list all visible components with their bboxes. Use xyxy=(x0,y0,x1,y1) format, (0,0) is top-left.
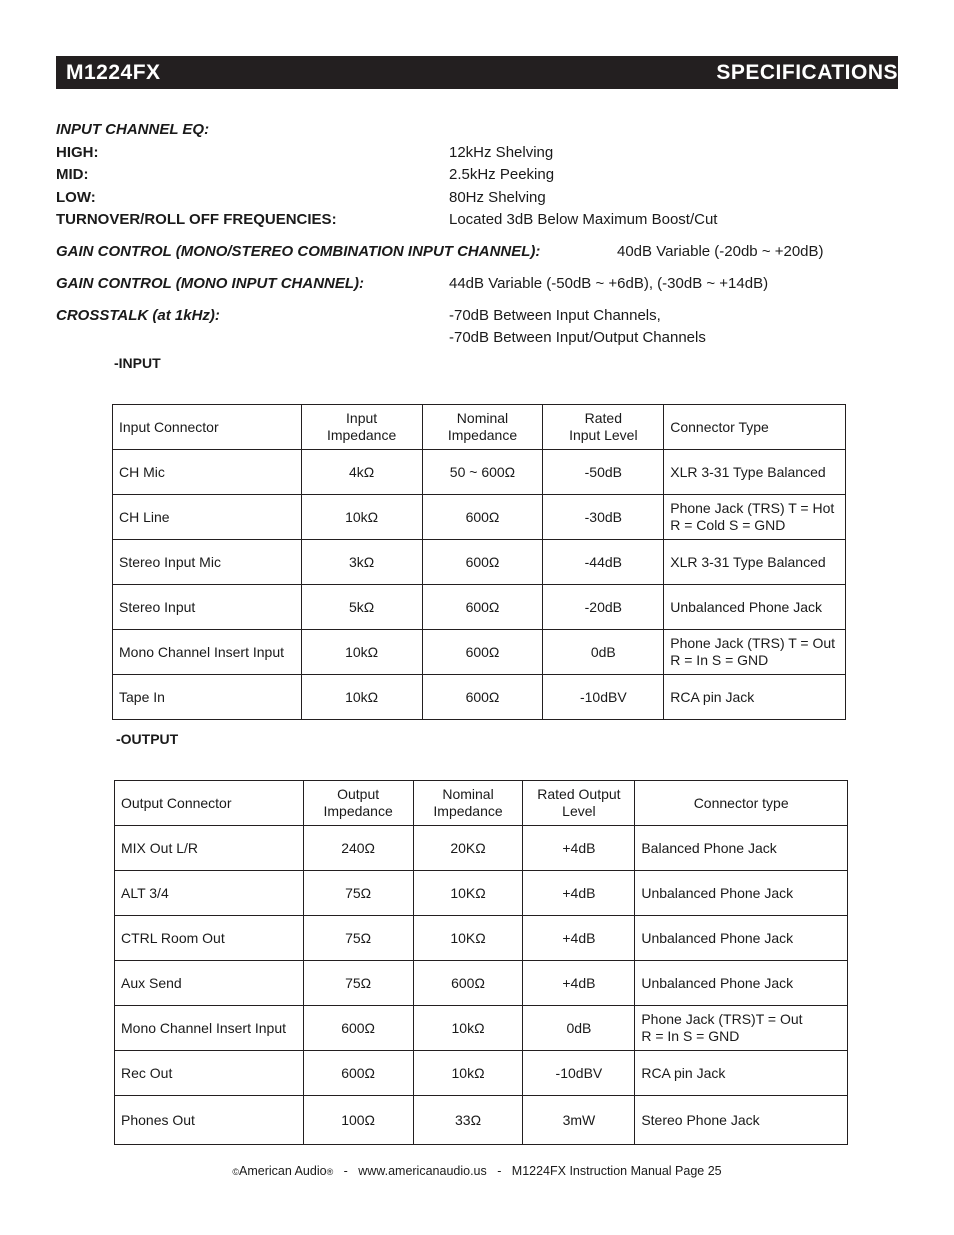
table-cell: 3mW xyxy=(523,1096,635,1145)
eq-high-value: 12kHz Shelving xyxy=(449,144,554,161)
table-cell: 10kΩ xyxy=(301,630,422,675)
footer-separator-2: - xyxy=(497,1164,502,1178)
table-cell: -30dB xyxy=(543,495,664,540)
table-row xyxy=(115,1006,848,1051)
table-cell: 10kΩ xyxy=(301,675,422,720)
table-cell: 600Ω xyxy=(303,1006,413,1051)
table-cell: 10KΩ xyxy=(413,871,523,916)
table-cell: -20dB xyxy=(543,585,664,630)
eq-mid-value: 2.5kHz Peeking xyxy=(449,166,555,183)
table-cell: 75Ω xyxy=(303,871,413,916)
table-header-cell: Nominal Impedance xyxy=(413,781,523,826)
table-row xyxy=(115,1051,848,1096)
crosstalk-value-2: -70dB Between Input/Output Channels xyxy=(449,329,706,346)
table-cell: Phone Jack (TRS)T = Out R = In S = GND xyxy=(635,1006,848,1051)
table-cell: Rec Out xyxy=(115,1051,304,1096)
table-cell: Balanced Phone Jack xyxy=(635,826,848,871)
table-row xyxy=(115,916,848,961)
table-cell: Tape In xyxy=(113,675,302,720)
table-cell: 600Ω xyxy=(303,1051,413,1096)
table-cell: RCA pin Jack xyxy=(635,1051,848,1096)
table-cell: Stereo Input Mic xyxy=(113,540,302,585)
table-cell: CH Line xyxy=(113,495,302,540)
table-row xyxy=(113,540,846,585)
table-cell: 600Ω xyxy=(422,495,543,540)
eq-turnover-value: Located 3dB Below Maximum Boost/Cut xyxy=(449,211,718,228)
table-header-cell: Connector type xyxy=(635,781,848,826)
eq-title: INPUT CHANNEL EQ: xyxy=(56,121,210,138)
table-header-cell: Nominal Impedance xyxy=(422,405,543,450)
table-cell: Mono Channel Insert Input xyxy=(113,630,302,675)
table-row xyxy=(113,495,846,540)
table-header-cell: Input Impedance xyxy=(301,405,422,450)
table-cell: 0dB xyxy=(523,1006,635,1051)
table-cell: 600Ω xyxy=(413,961,523,1006)
table-row xyxy=(113,675,846,720)
eq-mid-label: MID: xyxy=(56,166,89,183)
table-header-cell: Output Connector xyxy=(115,781,304,826)
gain-combo-label: GAIN CONTROL (MONO/STEREO COMBINATION INPUT CHANNEL): xyxy=(56,243,541,260)
table-cell: Mono Channel Insert Input xyxy=(115,1006,304,1051)
table-cell: Unbalanced Phone Jack xyxy=(635,871,848,916)
table-cell: Unbalanced Phone Jack xyxy=(635,961,848,1006)
table-cell: Unbalanced Phone Jack xyxy=(635,916,848,961)
table-cell: 20KΩ xyxy=(413,826,523,871)
page-footer xyxy=(0,1164,954,1178)
table-cell: 50 ~ 600Ω xyxy=(422,450,543,495)
table-cell: 4kΩ xyxy=(301,450,422,495)
table-cell: Phones Out xyxy=(115,1096,304,1145)
table-cell: ALT 3/4 xyxy=(115,871,304,916)
table-cell: 240Ω xyxy=(303,826,413,871)
table-cell: +4dB xyxy=(523,916,635,961)
table-row xyxy=(115,1096,848,1145)
table-row xyxy=(113,630,846,675)
gain-mono-label: GAIN CONTROL (MONO INPUT CHANNEL): xyxy=(56,275,365,292)
table-cell: +4dB xyxy=(523,826,635,871)
table-cell: 3kΩ xyxy=(301,540,422,585)
input-spec-table xyxy=(112,404,846,720)
table-header-cell: Output Impedance xyxy=(303,781,413,826)
eq-low-value: 80Hz Shelving xyxy=(449,189,546,206)
table-cell: 0dB xyxy=(543,630,664,675)
eq-low-label: LOW: xyxy=(56,189,96,206)
table-cell: 10kΩ xyxy=(301,495,422,540)
table-cell: -10dBV xyxy=(523,1051,635,1096)
table-row xyxy=(115,826,848,871)
table-cell: CH Mic xyxy=(113,450,302,495)
table-header-cell: Rated Input Level xyxy=(543,405,664,450)
table-cell: Stereo Input xyxy=(113,585,302,630)
table-cell: CTRL Room Out xyxy=(115,916,304,961)
table-cell: 10KΩ xyxy=(413,916,523,961)
table-row xyxy=(115,871,848,916)
table-cell: Phone Jack (TRS) T = Hot R = Cold S = GND xyxy=(664,495,846,540)
input-table-title: -INPUT xyxy=(114,355,161,371)
table-row xyxy=(113,585,846,630)
table-header-row xyxy=(115,781,848,826)
page-header xyxy=(56,56,898,89)
table-cell: XLR 3-31 Type Balanced xyxy=(664,540,846,585)
table-cell: 33Ω xyxy=(413,1096,523,1145)
table-cell: Unbalanced Phone Jack xyxy=(664,585,846,630)
table-cell: Phone Jack (TRS) T = Out R = In S = GND xyxy=(664,630,846,675)
output-spec-table xyxy=(114,780,848,1145)
table-header-row xyxy=(113,405,846,450)
table-cell: +4dB xyxy=(523,871,635,916)
table-cell: -50dB xyxy=(543,450,664,495)
table-cell: Aux Send xyxy=(115,961,304,1006)
table-cell: Stereo Phone Jack xyxy=(635,1096,848,1145)
footer-page: M1224FX Instruction Manual Page 25 xyxy=(511,1164,722,1178)
table-cell: +4dB xyxy=(523,961,635,1006)
table-cell: 10kΩ xyxy=(413,1051,523,1096)
table-cell: 600Ω xyxy=(422,585,543,630)
table-header-cell: Connector Type xyxy=(664,405,846,450)
model-title: M1224FX xyxy=(66,60,161,84)
table-header-cell: Rated Output Level xyxy=(523,781,635,826)
table-cell: 75Ω xyxy=(303,961,413,1006)
table-cell: XLR 3-31 Type Balanced xyxy=(664,450,846,495)
crosstalk-label: CROSSTALK (at 1kHz): xyxy=(56,307,220,324)
table-cell: 100Ω xyxy=(303,1096,413,1145)
eq-high-label: HIGH: xyxy=(56,144,99,161)
output-table-title: -OUTPUT xyxy=(116,731,179,747)
crosstalk-value-1: -70dB Between Input Channels, xyxy=(449,307,661,324)
table-cell: 5kΩ xyxy=(301,585,422,630)
gain-combo-value: 40dB Variable (-20db ~ +20dB) xyxy=(617,243,824,260)
gain-mono-value: 44dB Variable (-50dB ~ +6dB), (-30dB ~ +14dB) xyxy=(449,275,769,292)
section-title: SPECIFICATIONS xyxy=(716,60,898,84)
table-cell: RCA pin Jack xyxy=(664,675,846,720)
table-cell: -44dB xyxy=(543,540,664,585)
footer-separator-1: - xyxy=(343,1164,348,1178)
table-cell: -10dBV xyxy=(543,675,664,720)
footer-url[interactable]: www.americanaudio.us xyxy=(358,1164,487,1178)
eq-turnover-label: TURNOVER/ROLL OFF FREQUENCIES: xyxy=(56,211,337,228)
registered-symbol: ® xyxy=(326,1167,334,1177)
table-cell: 10kΩ xyxy=(413,1006,523,1051)
table-cell: 600Ω xyxy=(422,675,543,720)
footer-brand: American Audio xyxy=(239,1164,327,1178)
table-cell: 600Ω xyxy=(422,540,543,585)
table-row xyxy=(113,450,846,495)
table-cell: 600Ω xyxy=(422,630,543,675)
table-header-cell: Input Connector xyxy=(113,405,302,450)
table-row xyxy=(115,961,848,1006)
table-cell: MIX Out L/R xyxy=(115,826,304,871)
table-cell: 75Ω xyxy=(303,916,413,961)
copyright-symbol: © xyxy=(232,1167,239,1177)
